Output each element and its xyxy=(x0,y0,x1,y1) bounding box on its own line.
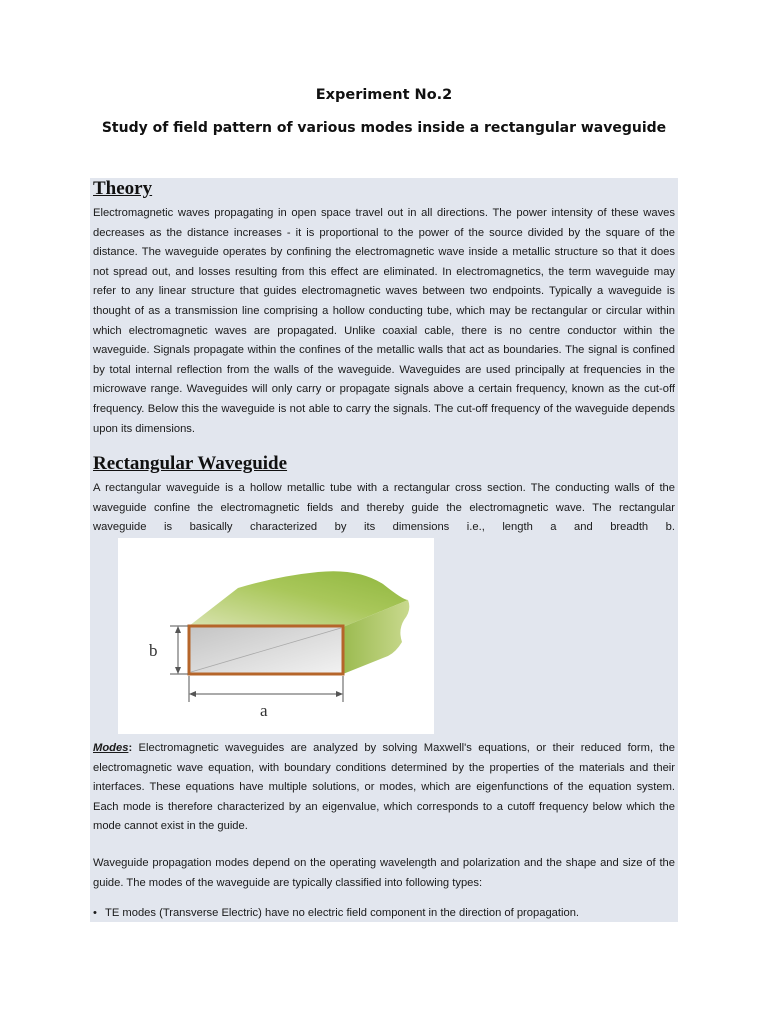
bullet-marker: • xyxy=(93,907,97,919)
modes-label: Modes xyxy=(93,742,129,754)
b-arrow-top xyxy=(175,626,181,633)
waveguide-diagram xyxy=(118,538,434,734)
theory-paragraph: Electromagnetic waves propagating in open space travel out in all directions. The power intensity of these waves decreases as the distance increases - it is proportional to the power of the source divided by the square of the distance. The waveguide operates by confining the electromagnetic wave inside a metallic structure so that it does not spread out, and losses resulting from this effect are eliminated. In electromagnetics, the term waveguide may refer to any linear structure that guides electromagnetic waves between two endpoints. Typically a waveguide is thought of as a transmission line comprising a hollow conducting tube, which may be rectangular or circular within which electromagnetic waves are propagated. Unlike coaxial cable, there is no centre conductor within the waveguide. Signals propagate within the confines of the metallic walls that act as boundaries. The signal is confined by total internal reflection from the walls of the waveguide. Waveguides are used principally at frequencies in the microwave range. Waveguides will only carry or propagate signals above a certain frequency, known as the cut-off frequency. Below this the waveguide is not able to carry the signals. The cut-off frequency of the waveguide depends upon its dimensions. xyxy=(93,207,675,435)
modes-paragraph xyxy=(93,739,675,837)
theory-heading: Theory xyxy=(93,178,153,199)
propagation-paragraph: Waveguide propagation modes depend on the operating wavelength and polarization and the shape and size of the guide. The modes of the waveguide are typically classified into following types: xyxy=(93,857,675,889)
rectangular-waveguide-heading: Rectangular Waveguide xyxy=(93,453,288,474)
waveguide-figure xyxy=(118,538,434,734)
modes-text: Electromagnetic waveguides are analyzed by solving Maxwell's equations, or their reduced form, the electromagnetic wave equation, with boundary conditions determined by the properties of the materials and their interfaces. These equations have multiple solutions, or modes, which are eigenfunctions of the equation system. Each mode is therefore characterized by an eigenvalue, which corresponds to a cutoff frequency below which the mode cannot exist in the guide. xyxy=(93,742,675,833)
rectangular-waveguide-paragraph: A rectangular waveguide is a hollow metallic tube with a rectangular cross section. The conducting walls of the waveguide confine the electromagnetic fields and thereby guide the electromagnetic wave. The rectangular waveguide is basically characterized by its dimensions i.e., length a and breadth b. xyxy=(93,482,675,534)
bullet-item-te-modes xyxy=(93,904,675,924)
experiment-title: Experiment No.2 xyxy=(315,87,453,103)
a-arrow-left xyxy=(189,691,196,697)
a-arrow-right xyxy=(336,691,343,697)
bullet-text: TE modes (Transverse Electric) have no electric field component in the direction of propagation. xyxy=(105,907,580,919)
b-arrow-bottom xyxy=(175,667,181,674)
modes-colon: : xyxy=(128,742,133,754)
experiment-subtitle: Study of field pattern of various modes inside a rectangular waveguide xyxy=(101,120,667,136)
dimension-label-b: b xyxy=(149,641,158,660)
dimension-label-a: a xyxy=(260,701,268,720)
